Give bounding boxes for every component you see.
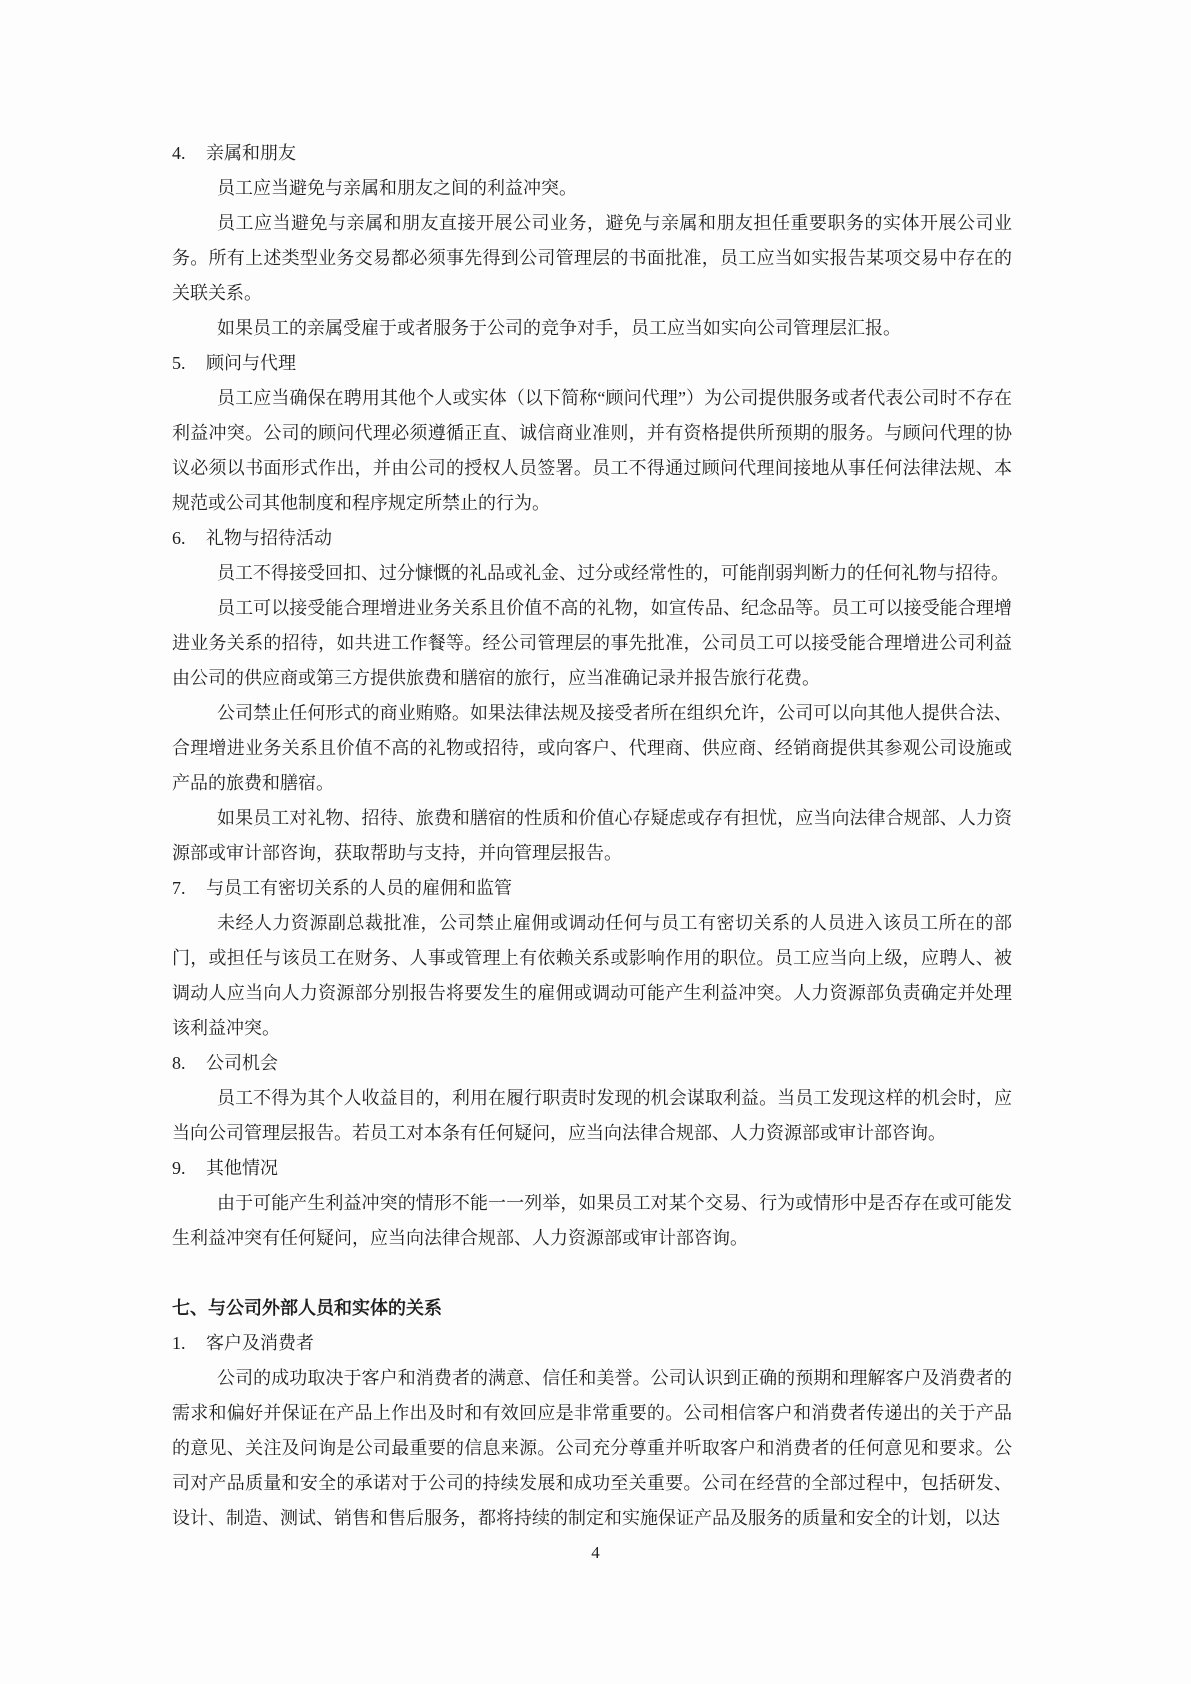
paragraph: 由于可能产生利益冲突的情形不能一一列举，如果员工对某个交易、行为或情形中是否存在或可能发生利益冲突有任何疑问，应当向法律合规部、人力资源部或审计部咨询。 — [172, 1193, 1012, 1248]
list-item-number: 8. — [172, 1053, 186, 1073]
list-item-title: 其他情况 — [206, 1158, 278, 1178]
list-item-heading — [172, 1046, 1012, 1081]
list-item-heading — [172, 871, 1012, 906]
paragraph: 员工不得接受回扣、过分慷慨的礼品或礼金、过分或经常性的，可能削弱判断力的任何礼物与招待。 — [217, 563, 1009, 583]
list-item-number: 6. — [172, 528, 186, 548]
list-item-heading — [172, 1151, 1012, 1186]
paragraph: 未经人力资源副总裁批准，公司禁止雇佣或调动任何与员工有密切关系的人员进入该员工所在的部门，或担任与该员工在财务、人事或管理上有依赖关系或影响作用的职位。员工应当向上级，应聘人、被调动人应当向人力资源部分别报告将要发生的雇佣或调动可能产生利益冲突。人力资源部负责确定并处理该利益冲突。 — [172, 913, 1012, 1038]
list-item-title: 礼物与招待活动 — [206, 528, 332, 548]
list-item-title: 客户及消费者 — [206, 1333, 314, 1353]
list-item-number: 4. — [172, 143, 186, 163]
paragraph: 员工应当避免与亲属和朋友之间的利益冲突。 — [217, 178, 577, 198]
paragraph: 公司禁止任何形式的商业贿赂。如果法律法规及接受者所在组织允许，公司可以向其他人提供合法、合理增进业务关系且价值不高的礼物或招待，或向客户、代理商、供应商、经销商提供其参观公司设施或产品的旅费和膳宿。 — [172, 703, 1012, 793]
list-item-title: 公司机会 — [206, 1053, 278, 1073]
page-number: 4 — [591, 1543, 600, 1562]
paragraph: 员工不得为其个人收益目的，利用在履行职责时发现的机会谋取利益。当员工发现这样的机会时，应当向公司管理层报告。若员工对本条有任何疑问，应当向法律合规部、人力资源部或审计部咨询。 — [172, 1088, 1012, 1143]
list-item-number: 9. — [172, 1158, 186, 1178]
list-item-number: 1. — [172, 1333, 186, 1353]
list-item-heading — [172, 1326, 1012, 1361]
list-item-number: 7. — [172, 878, 186, 898]
list-item-title: 顾问与代理 — [206, 353, 296, 373]
list-item-title: 亲属和朋友 — [206, 143, 296, 163]
section-heading: 七、与公司外部人员和实体的关系 — [172, 1298, 442, 1318]
paragraph: 公司的成功取决于客户和消费者的满意、信任和美誉。公司认识到正确的预期和理解客户及消费者的需求和偏好并保证在产品上作出及时和有效回应是非常重要的。公司相信客户和消费者传递出的关于产品的意见、关注及问询是公司最重要的信息来源。公司充分尊重并听取客户和消费者的任何意见和要求。公司对产品质量和安全的承诺对于公司的持续发展和成功至关重要。公司在经营的全部过程中，包括研发、设计、制造、测试、销售和售后服务，都将持续的制定和实施保证产品及服务的质量和安全的计划，以达 — [172, 1368, 1012, 1528]
paragraph: 如果员工对礼物、招待、旅费和膳宿的性质和价值心存疑虑或存有担忧，应当向法律合规部、人力资源部或审计部咨询，获取帮助与支持，并向管理层报告。 — [172, 808, 1012, 863]
paragraph: 员工可以接受能合理增进业务关系且价值不高的礼物，如宣传品、纪念品等。员工可以接受能合理增进业务关系的招待，如共进工作餐等。经公司管理层的事先批准，公司员工可以接受能合理增进公司利益由公司的供应商或第三方提供旅费和膳宿的旅行，应当准确记录并报告旅行花费。 — [172, 598, 1012, 688]
list-item-heading — [172, 136, 1012, 171]
list-item-heading — [172, 521, 1012, 556]
document-body — [172, 136, 1012, 1536]
paragraph: 员工应当避免与亲属和朋友直接开展公司业务，避免与亲属和朋友担任重要职务的实体开展公司业务。所有上述类型业务交易都必须事先得到公司管理层的书面批准，员工应当如实报告某项交易中存在的关联关系。 — [172, 213, 1012, 303]
list-item-heading — [172, 346, 1012, 381]
list-item-number: 5. — [172, 353, 186, 373]
list-item-title: 与员工有密切关系的人员的雇佣和监管 — [206, 878, 512, 898]
paragraph: 如果员工的亲属受雇于或者服务于公司的竞争对手，员工应当如实向公司管理层汇报。 — [217, 318, 901, 338]
paragraph: 员工应当确保在聘用其他个人或实体（以下简称“顾问代理”）为公司提供服务或者代表公司时不存在利益冲突。公司的顾问代理必须遵循正直、诚信商业准则，并有资格提供所预期的服务。与顾问代理的协议必须以书面形式作出，并由公司的授权人员签署。员工不得通过顾问代理间接地从事任何法律法规、本规范或公司其他制度和程序规定所禁止的行为。 — [172, 388, 1012, 513]
